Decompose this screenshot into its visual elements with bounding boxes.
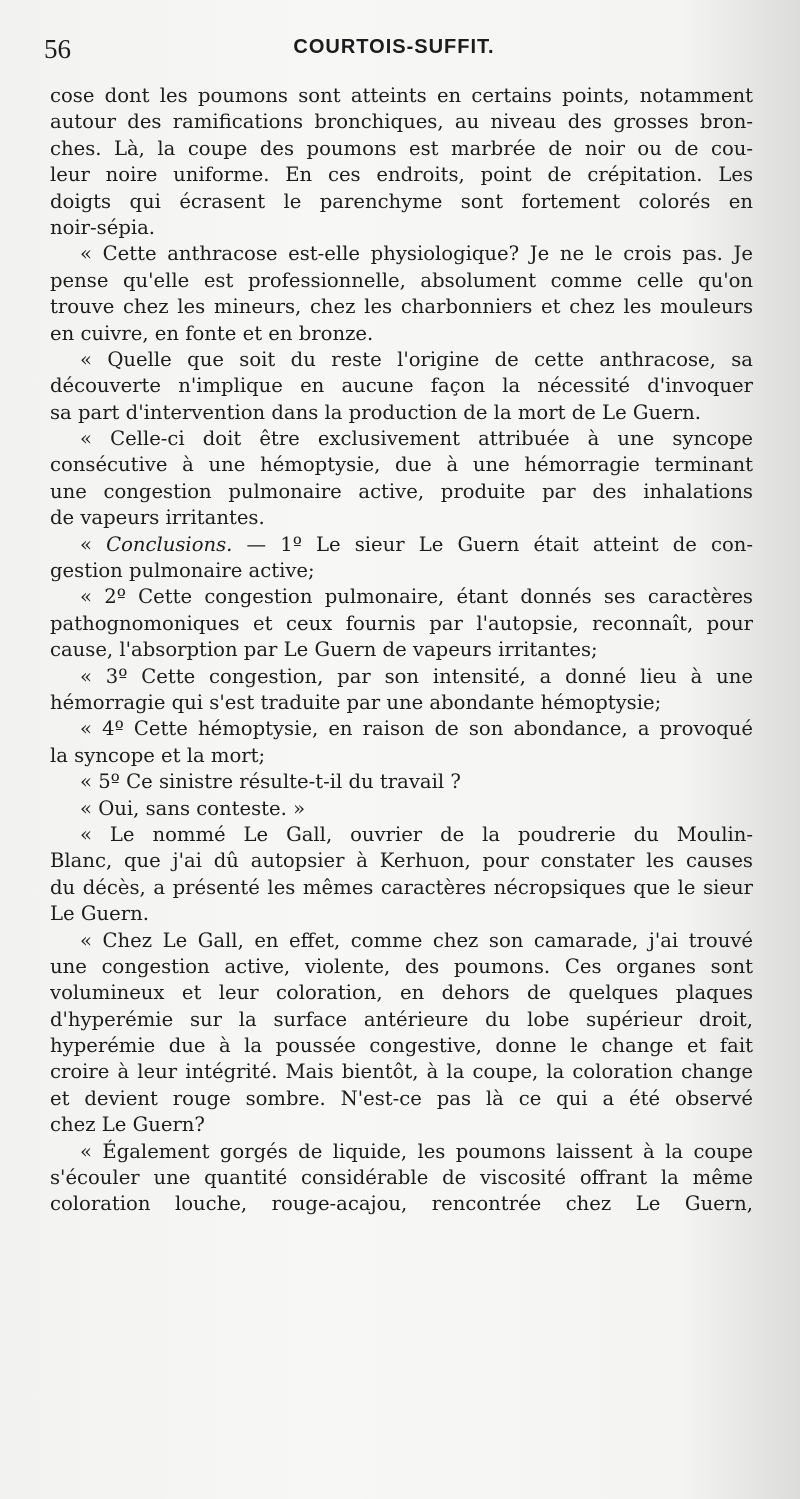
- text-line: croire à leur intégrité. Mais bientôt, à la coupe, la coloration change: [50, 1060, 753, 1084]
- text-line: « Chez Le Gall, en effet, comme chez son camarade, j'ai trouvé: [80, 928, 753, 952]
- text-line: d'hyperémie sur la surface antérieure du lobe supérieur droit,: [50, 1007, 753, 1031]
- text-line: une congestion pulmonaire active, produite par des inhalations: [50, 479, 753, 503]
- text-line: noir-sépia.: [50, 215, 156, 239]
- text-line: pense qu'elle est professionnelle, absolument comme celle qu'on: [50, 268, 753, 292]
- text-line: la syncope et la mort;: [50, 743, 266, 767]
- text-line: consécutive à une hémoptysie, due à une hémorragie terminant: [50, 453, 753, 477]
- text-line: trouve chez les mineurs, chez les charbonniers et chez les mouleurs: [50, 295, 753, 319]
- text-line: en cuivre, en fonte et en bronze.: [50, 321, 374, 345]
- text-line: de vapeurs irritantes.: [50, 506, 265, 530]
- text-line: cose dont les poumons sont atteints en certains points, notamment: [50, 84, 753, 107]
- page-number: 56: [44, 34, 71, 64]
- text-line: « Oui, sans conteste. »: [80, 796, 306, 820]
- text-line: « Également gorgés de liquide, les poumons laissent à la coupe: [80, 1139, 753, 1163]
- text-line: Blanc, que j'ai dû autopsier à Kerhuon, pour constater les causes: [50, 849, 753, 873]
- text-line: découverte n'implique en aucune façon la nécessité d'invoquer: [50, 374, 753, 398]
- text-line: ches. Là, la coupe des poumons est marbrée de noir ou de cou-: [50, 136, 753, 160]
- text-line: chez Le Guern?: [50, 1113, 205, 1137]
- text-line: « 3º Cette congestion, par son intensité, a donné lieu à une: [80, 664, 753, 688]
- text-line: coloration louche, rouge-acajou, rencontrée chez Le Guern,: [50, 1192, 753, 1216]
- text-line: hyperémie due à la poussée congestive, donne le change et fait: [50, 1034, 753, 1058]
- text-line: « 4º Cette hémoptysie, en raison de son abondance, a provoqué: [80, 717, 753, 741]
- page-header: [44, 34, 744, 68]
- text-line: volumineux et leur coloration, en dehors de quelques plaques: [50, 981, 753, 1005]
- text-line: pathognomoniques et ceux fournis par l'autopsie, reconnaît, pour: [50, 611, 753, 635]
- text-line: doigts qui écrasent le parenchyme sont fortement colorés en: [50, 189, 753, 213]
- text-line: sa part d'intervention dans la production de la mort de Le Guern.: [50, 400, 701, 424]
- text-line: hémorragie qui s'est traduite par une abondante hémoptysie;: [50, 690, 662, 714]
- text-line: « Conclusions. — 1º Le sieur Le Guern était atteint de con-: [80, 532, 753, 556]
- body-text: [50, 83, 753, 1218]
- text-line: autour des ramifications bronchiques, au niveau des grosses bron-: [50, 110, 753, 134]
- text-line: gestion pulmonaire active;: [50, 559, 315, 583]
- text-line: s'écouler une quantité considérable de viscosité offrant la même: [50, 1166, 753, 1190]
- text-line: « Celle-ci doit être exclusivement attribuée à une syncope: [80, 427, 753, 451]
- text-line: Le Guern.: [50, 902, 149, 926]
- text-line: « 2º Cette congestion pulmonaire, étant donnés ses caractères: [80, 585, 753, 609]
- text-line: « Cette anthracose est-elle physiologique? Je ne le crois pas. Je: [80, 242, 753, 266]
- text-line: « Le nommé Le Gall, ouvrier de la poudrerie du Moulin-: [80, 822, 753, 846]
- text-line: « 5º Ce sinistre résulte-t-il du travail ?: [80, 770, 461, 794]
- text-line: du décès, a présenté les mêmes caractères nécropsiques que le sieur: [50, 875, 753, 899]
- text-line: une congestion active, violente, des poumons. Ces organes sont: [50, 954, 753, 978]
- text-line: leur noire uniforme. En ces endroits, point de crépitation. Les: [50, 163, 753, 187]
- text-line: cause, l'absorption par Le Guern de vapeurs irritantes;: [50, 638, 598, 662]
- text-line: et devient rouge sombre. N'est-ce pas là ce qui a été observé: [50, 1086, 753, 1110]
- running-head: COURTOIS-SUFFIT.: [293, 36, 495, 58]
- text-line: « Quelle que soit du reste l'origine de cette anthracose, sa: [80, 347, 753, 371]
